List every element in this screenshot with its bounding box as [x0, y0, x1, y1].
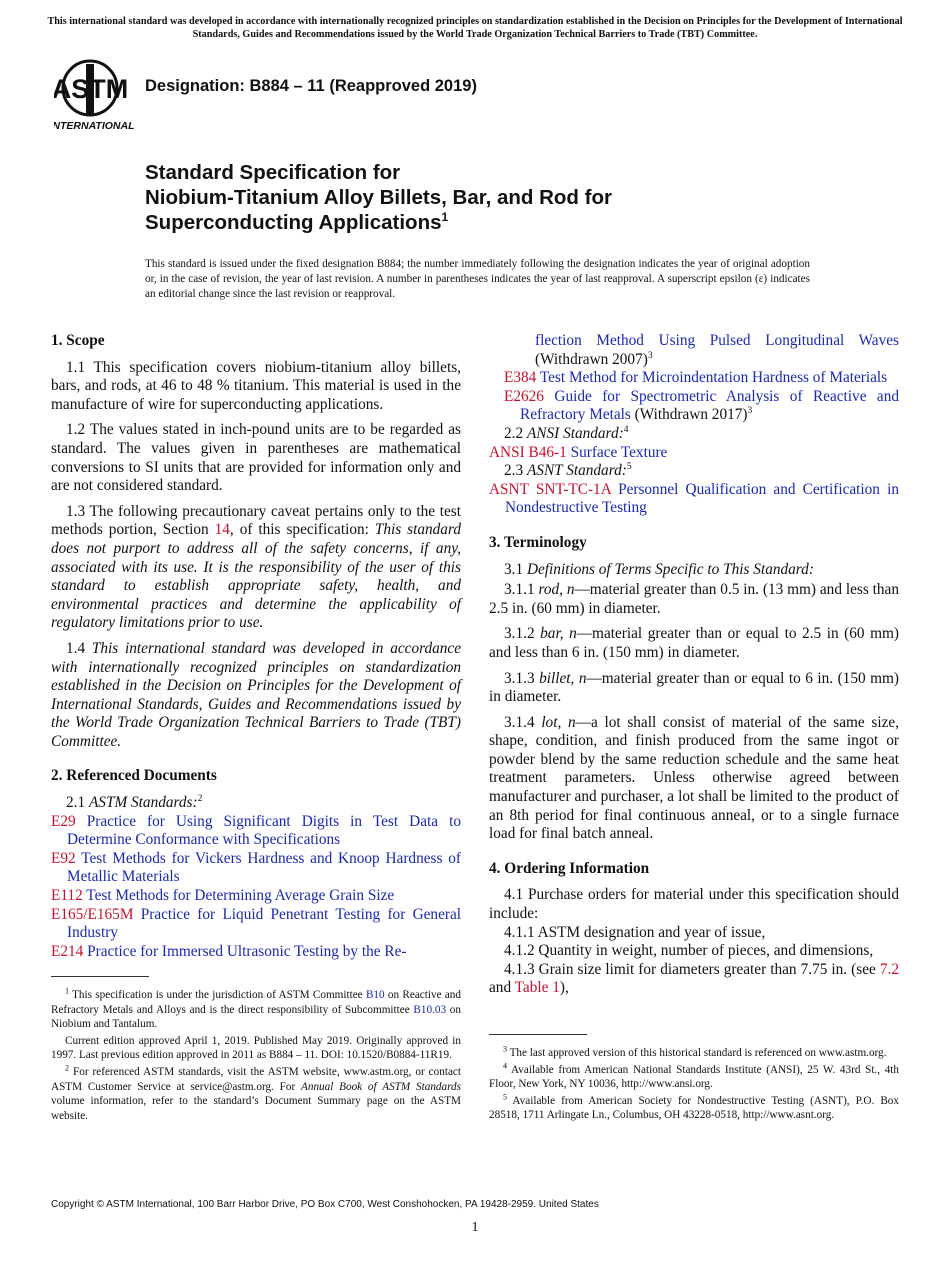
footnote-4: $^4$ Available from American National Standards Institute (ANSI), 25 W. 43rd St., 4th Floor, New York, NY 10036, http://www.ansi.org.: [489, 1060, 899, 1091]
b10-link[interactable]: B10: [365, 989, 385, 1001]
definition-rod: 3.1.1 rod, n—material greater than 0.5 in. (13 mm) and less than 2.5 in. (60 mm) in diameter.: [489, 581, 899, 617]
svg-text:ASTM: ASTM: [54, 74, 129, 104]
footnote-1: $^1$ This specification is under the jurisdiction of ASTM Committee B10 on Reactive and Refractory Metals and Alloys and is the direct responsibility of Subcommittee B10.03 on Niobium and Tantalum.: [51, 986, 461, 1031]
top-notice: This international standard was developed in accordance with internationally recognized principles on standardization established in the Decision on Principles for the Development of International Standards, Guides and Recommendations issued by the World Trade Organization Technical Barriers to Trade (TBT) Committee.: [47, 16, 903, 40]
scope-heading: 1. Scope: [51, 332, 105, 349]
document-title: [145, 160, 845, 235]
title-footnote-ref[interactable]: 1: [441, 210, 449, 225]
referenced-heading: 2. Referenced Documents: [51, 767, 217, 785]
copyright: Copyright © ASTM International, 100 Barr Harbor Drive, PO Box C700, West Conshohocken, PA 19428-2959. United States: [51, 1199, 599, 1210]
asnt-standard-label: 2.3 ASNT Standard:$^5$: [504, 462, 632, 480]
definition-lot: 3.1.4 lot, n—a lot shall consist of material of the same size, shape, condition, and finish produced from the same ingot or powder blend by the same reduction schedule and the same heat treatment parameters. Unless otherwise agreed between manufacturer and purchaser, a lot shall be limited to the product of an 8th period for final continuous anneal, or to a single furnace load for final batch anneal.: [489, 713, 900, 843]
footnote-2: $^2$ For referenced ASTM standards, visit the ASTM website, www.astm.org, or contact ASTM Customer Service at service@astm.org. For Annual Book of ASTM Standards volume information, refer to the standard’s Document Summary page on the ASTM website.: [51, 1063, 461, 1122]
right-column: [489, 332, 899, 998]
footnote-divider-right: [489, 1034, 587, 1035]
title-line-2: Niobium-Titanium Alloy Billets, Bar, and Rod for: [145, 186, 612, 209]
footnote-5: $^5$ Available from American Society for Nondestructive Testing (ASNT), P.O. Box 28518, 1711 Arlingate Ln., Columbus, OH 43228-0518, http://www.asnt.org.: [489, 1092, 899, 1122]
title-line-3: Superconducting Applications$^1$: [145, 210, 449, 234]
svg-text:INTERNATIONAL: INTERNATIONAL: [54, 120, 134, 132]
reference-e165[interactable]: E165/E165M Practice for Liquid Penetrant Testing for General Industry: [51, 905, 461, 942]
section-14-link[interactable]: 14: [214, 521, 230, 539]
ordering-4-1-3: 4.1.3 Grain size limit for diameters greater than 7.75 in. (see 7.2 and Table 1),: [489, 960, 899, 997]
edition-note: Current edition approved April 1, 2019. Published May 2019. Originally approved in 1997. Last previous edition approved in 2011 as B884 – 11. DOI: 10.1520/B0884-11R19.: [51, 1034, 461, 1062]
scope-1-3: 1.3 The following precautionary caveat pertains only to the test methods portion, Section 14, of this specification: This standard does not purport to address all of the safety concerns, if any, associated with its use. It is the responsibility of the user of this standard to establish appropriate safety, health, and environmental practices and determine the applicability of regulatory limitations prior to use.: [51, 502, 461, 632]
reference-e112[interactable]: E112 Test Methods for Determining Average Grain Size: [51, 887, 395, 905]
astm-logo: [54, 58, 134, 132]
section-7-2-link[interactable]: 7.2: [879, 960, 899, 978]
scope-1-4: 1.4 This international standard was developed in accordance with internationally recognized principles on standardization established in the Decision on Principles for the Development of International Standards, Guides and Recommendations issued by the World Trade Organization Technical Barriers to Trade (TBT) Committee.: [51, 639, 461, 750]
left-column: [51, 332, 461, 961]
scope-1-1: 1.1 This specification covers niobium-titanium alloy billets, bars, and rods, at 46 to 48 % titanium. This material is used in the manufacture of wire for superconducting applications.: [51, 358, 461, 413]
footnotes-left: [51, 988, 461, 1125]
reference-e2626[interactable]: E2626 Guide for Spectrometric Analysis of Reactive and Refractory Metals (Withdrawn 2017)$^3$: [504, 387, 900, 424]
issued-note: This standard is issued under the fixed designation B884; the number immediately following the designation indicates the year of original adoption or, in the case of revision, the year of last revision. A number in parentheses indicates the year of last reapproval. A superscript epsilon (ε) indicates an editorial change since the last revision or reapproval.: [145, 258, 810, 300]
reference-asnt[interactable]: ASNT SNT-TC-1A Personnel Qualification and Certification in Nondestructive Testing: [489, 480, 899, 517]
footnotes-right: [489, 1046, 899, 1125]
astm-standards-label: 2.1 ASTM Standards:$^2$: [66, 793, 203, 812]
table-1-link[interactable]: Table 1: [514, 979, 560, 997]
ansi-standard-label: 2.2 ANSI Standard:$^4$: [504, 424, 629, 442]
scope-1-2: 1.2 The values stated in inch-pound units are to be regarded as standard. The values given in parentheses are mathematical conversions to SI units that are provided for information only and are not considered standard.: [51, 421, 461, 495]
reference-e92[interactable]: E92 Test Methods for Vickers Hardness and Knoop Hardness of Metallic Materials: [51, 849, 461, 886]
reference-e214[interactable]: E214 Practice for Immersed Ultrasonic Testing by the Re-: [51, 942, 407, 960]
reference-e29[interactable]: E29 Practice for Using Significant Digits in Test Data to Determine Conformance with Specifications: [51, 812, 461, 849]
ordering-4-1-1: 4.1.1 ASTM designation and year of issue,: [504, 923, 766, 941]
footnote-divider-left: [51, 976, 149, 977]
reference-ansi-b46-1[interactable]: ANSI B46-1 Surface Texture: [489, 443, 668, 461]
terminology-3-1: 3.1 Definitions of Terms Specific to This Standard:: [504, 560, 814, 578]
page-number: 1: [471, 1220, 479, 1235]
reference-e384[interactable]: E384 Test Method for Microindentation Hardness of Materials: [504, 369, 888, 387]
footnote-3: $^3$ The last approved version of this historical standard is referenced on www.astm.org.: [503, 1044, 887, 1059]
ordering-4-1: 4.1 Purchase orders for material under this specification should include:: [489, 886, 899, 923]
b10-03-link[interactable]: B10.03: [413, 1003, 447, 1016]
definition-bar: 3.1.2 bar, n—material greater than or equal to 2.5 in (60 mm) and less than 6 in. (150 mm) in diameter.: [489, 625, 900, 661]
reference-e214-continued[interactable]: flection Method Using Pulsed Longitudinal Waves (Withdrawn 2007)$^3$: [535, 332, 899, 368]
ordering-heading: 4. Ordering Information: [489, 859, 650, 877]
terminology-heading: 3. Terminology: [489, 533, 587, 551]
definition-billet: 3.1.3 billet, n—material greater than or equal to 6 in. (150 mm) in diameter.: [489, 669, 899, 706]
ordering-4-1-2: 4.1.2 Quantity in weight, number of pieces, and dimensions,: [504, 942, 874, 960]
designation: Designation: B884 – 11 (Reapproved 2019): [145, 77, 477, 95]
title-line-1: Standard Specification for: [145, 161, 401, 184]
